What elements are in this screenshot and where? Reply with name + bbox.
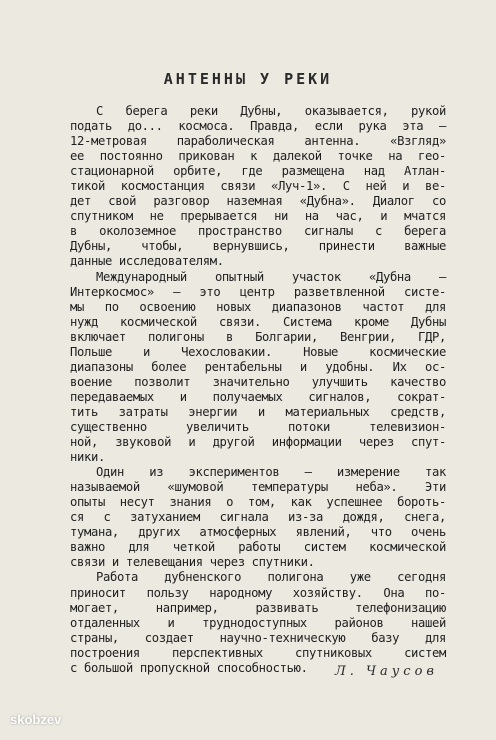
text-line: отдаленных и труднодоступных районов нашей <box>70 615 446 630</box>
text-line: тикой космостанция связи «Луч-1». С ней и ве- <box>70 179 446 194</box>
text-line: могает, например, развивать телефонизацию <box>70 600 446 615</box>
paragraph-4 <box>70 570 446 675</box>
text-line: важно для четкой работы систем космической <box>70 540 446 555</box>
text-line: стационарной орбите, где размещена над Атлан- <box>70 164 446 179</box>
text-line: воение позволит значительно улучшить качество <box>70 374 446 389</box>
paragraph-3 <box>70 465 446 570</box>
text-line: в околоземное пространство сигналы с берега <box>70 224 446 239</box>
text-line: связи и телевещания через спутники. <box>70 555 315 570</box>
text-line: приносит пользу народному хозяйству. Она по- <box>70 585 446 600</box>
author-signature: Л. Чаусов <box>334 664 438 679</box>
paragraph-2 <box>70 270 446 466</box>
text-line: построения перспективных спутниковых систем <box>70 645 446 660</box>
text-line: Польше и Чехословакии. Новые космические <box>70 344 446 359</box>
text-line: диапазоны более рентабельны и удобны. Их ос- <box>70 359 446 374</box>
text-line: Работа дубненского полигона уже сегодня <box>96 570 446 585</box>
text-line: данные исследователям. <box>70 254 224 269</box>
article-title: АНТЕННЫ У РЕКИ <box>163 70 333 88</box>
text-line: мы по освоению новых диапазонов частот для <box>70 299 446 314</box>
text-line: ее постоянно прикован к далекой точке на гео- <box>70 149 446 164</box>
text-line: ники. <box>70 450 105 465</box>
watermark: skobzev <box>10 712 62 727</box>
paragraph-1 <box>70 104 446 270</box>
text-line: передаваемых и получаемых сигналов, сократ- <box>70 389 446 404</box>
text-line: тумана, других атмосферных явлений, что очень <box>70 525 446 540</box>
text-line: 12-метровая параболическая антенна. «Взгляд» <box>70 134 446 149</box>
text-line: ной, звуковой и другой информации через спут- <box>70 435 446 450</box>
text-line: Интеркосмос» — это центр разветвленной систе- <box>70 284 446 299</box>
text-line: спутником не прерывается ни на час, и мчатся <box>70 209 446 224</box>
text-line: с большой пропускной способностью. <box>70 660 308 675</box>
text-line: дет свой разговор наземная «Дубна». Диалог со <box>70 194 446 209</box>
text-line: ся с затуханием сигнала из-за дождя, снега, <box>70 510 446 525</box>
text-line: нужд космической связи. Система кроме Дубны <box>70 314 446 329</box>
text-line: существенно увеличить потоки телевизион- <box>70 419 446 434</box>
text-line: включает полигоны в Болгарии, Венгрии, ГДР, <box>70 329 446 344</box>
text-line: называемой «шумовой температуры неба». Эти <box>70 480 446 495</box>
text-line: Один из экспериментов — измерение так <box>96 465 446 480</box>
text-line: подать до... космоса. Правда, если рука эта — <box>70 119 446 134</box>
text-line: страны, создает научно-техническую базу для <box>70 630 446 645</box>
text-line: опыты несут знания о том, как успешнее бороть- <box>70 495 446 510</box>
text-line: Дубны, чтобы, вернувшись, принести важные <box>70 239 446 254</box>
text-line: Международный опытный участок «Дубна — <box>96 269 446 284</box>
text-line: тить затраты энергии и материальных средств, <box>70 404 446 419</box>
text-line: С берега реки Дубны, оказывается, рукой <box>96 104 446 118</box>
article-body <box>70 104 446 676</box>
